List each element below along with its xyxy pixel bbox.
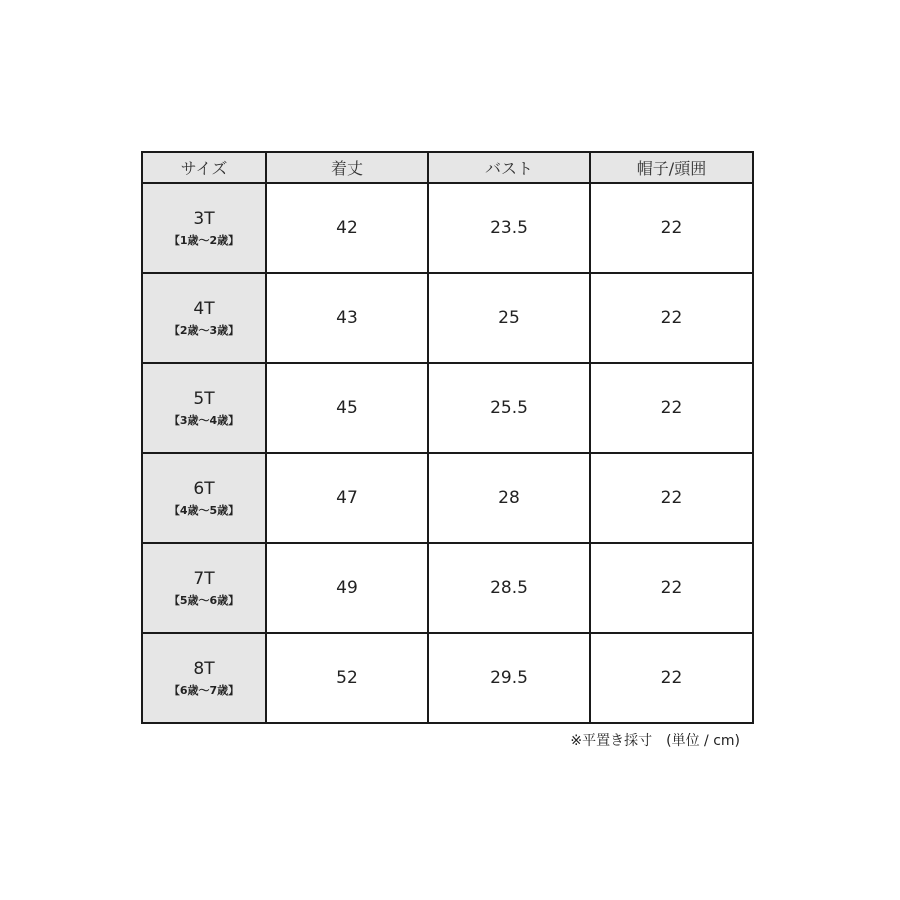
head-value: 22 [590, 363, 753, 453]
size-cell [142, 183, 266, 273]
size-cell [142, 273, 266, 363]
size-cell [142, 543, 266, 633]
length-value: 52 [266, 633, 428, 723]
age-range-label: 【4歳～5歳】 [168, 504, 240, 517]
size-label: 4T [193, 299, 215, 319]
age-range-label: 【3歳～4歳】 [168, 414, 240, 427]
table-row [142, 183, 753, 273]
head-value: 22 [590, 543, 753, 633]
age-range-label: 【6歳～7歳】 [168, 684, 240, 697]
head-value: 22 [590, 183, 753, 273]
bust-value: 25 [428, 273, 590, 363]
length-value: 43 [266, 273, 428, 363]
header-head-circumference: 帽子/頭囲 [590, 152, 753, 183]
bust-value: 25.5 [428, 363, 590, 453]
header-row [142, 152, 753, 183]
head-value: 22 [590, 273, 753, 363]
bust-value: 28 [428, 453, 590, 543]
head-value: 22 [590, 453, 753, 543]
header-bust: バスト [428, 152, 590, 183]
header-size: サイズ [142, 152, 266, 183]
size-cell [142, 453, 266, 543]
size-label: 6T [193, 479, 215, 499]
size-chart-table [141, 151, 754, 724]
table-row [142, 453, 753, 543]
length-value: 47 [266, 453, 428, 543]
length-value: 45 [266, 363, 428, 453]
measurement-note: ※平置き採寸 (単位 / cm) [570, 733, 740, 749]
table-row [142, 363, 753, 453]
size-label: 3T [193, 209, 215, 229]
length-value: 42 [266, 183, 428, 273]
table-row [142, 633, 753, 723]
bust-value: 29.5 [428, 633, 590, 723]
length-value: 49 [266, 543, 428, 633]
size-cell [142, 633, 266, 723]
size-label: 8T [193, 659, 215, 679]
table-row [142, 543, 753, 633]
bust-value: 28.5 [428, 543, 590, 633]
size-label: 7T [193, 569, 215, 589]
size-label: 5T [193, 389, 215, 409]
head-value: 22 [590, 633, 753, 723]
bust-value: 23.5 [428, 183, 590, 273]
age-range-label: 【1歳～2歳】 [168, 234, 240, 247]
age-range-label: 【5歳～6歳】 [168, 594, 240, 607]
header-length: 着丈 [266, 152, 428, 183]
size-cell [142, 363, 266, 453]
age-range-label: 【2歳～3歳】 [168, 324, 240, 337]
table-row [142, 273, 753, 363]
